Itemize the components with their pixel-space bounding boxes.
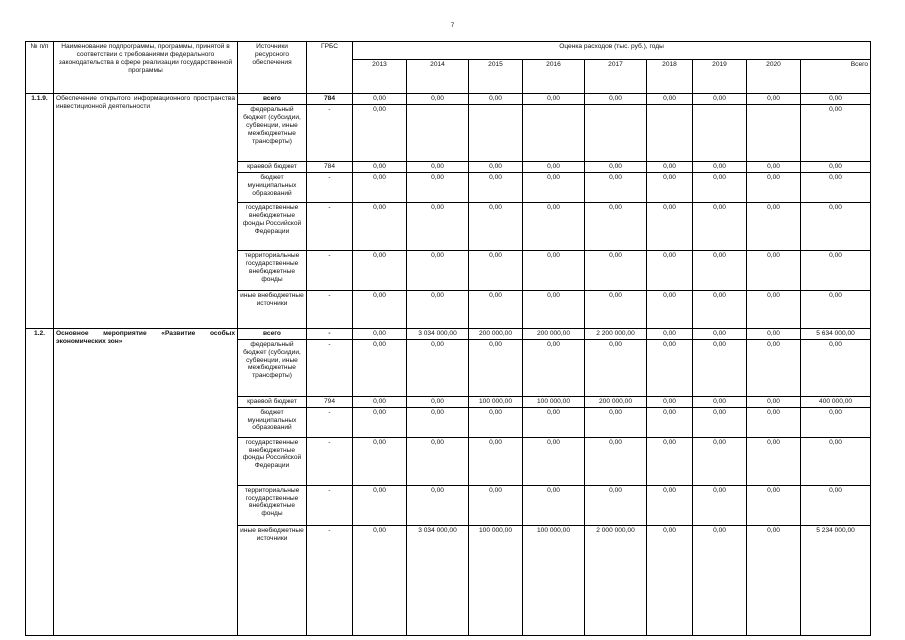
year-value: 0,00 bbox=[523, 250, 585, 290]
year-value: 0,00 bbox=[585, 250, 647, 290]
year-value: 200 000,00 bbox=[585, 396, 647, 407]
year-value: 0,00 bbox=[693, 172, 747, 202]
year-value: 100 000,00 bbox=[523, 396, 585, 407]
year-value: 0,00 bbox=[647, 407, 693, 437]
year-value: 2 200 000,00 bbox=[585, 328, 647, 339]
year-value: 0,00 bbox=[647, 94, 693, 105]
year-value: 0,00 bbox=[523, 339, 585, 396]
grbs-code: - bbox=[307, 339, 353, 396]
year-value: 0,00 bbox=[647, 525, 693, 635]
header-year: 2015 bbox=[469, 60, 523, 94]
year-value: 0,00 bbox=[585, 407, 647, 437]
year-value: 0,00 bbox=[523, 290, 585, 328]
total-value: 400 000,00 bbox=[801, 396, 871, 407]
year-value: 0,00 bbox=[585, 202, 647, 250]
header-total: Всего bbox=[801, 60, 871, 94]
year-value: 0,00 bbox=[585, 172, 647, 202]
year-value bbox=[647, 104, 693, 161]
year-value: 0,00 bbox=[747, 161, 801, 172]
year-value: 0,00 bbox=[747, 407, 801, 437]
funding-source: федеральный бюджет (субсидии, субвенции, иные межбюджетные трансферты) bbox=[238, 339, 307, 396]
grbs-code: 794 bbox=[307, 396, 353, 407]
year-value: 0,00 bbox=[747, 172, 801, 202]
year-value: 0,00 bbox=[469, 94, 523, 105]
year-value: 0,00 bbox=[747, 94, 801, 105]
year-value: 0,00 bbox=[647, 396, 693, 407]
year-value: 0,00 bbox=[353, 525, 407, 635]
year-value: 0,00 bbox=[523, 161, 585, 172]
header-year: 2020 bbox=[747, 60, 801, 94]
total-value: 0,00 bbox=[801, 250, 871, 290]
header-grbs: ГРБС bbox=[307, 42, 353, 94]
year-value: 0,00 bbox=[407, 202, 469, 250]
program-name: Обеспечение открытого информационного пространства инвестиционной деятельности bbox=[54, 94, 238, 329]
year-value: 100 000,00 bbox=[523, 525, 585, 635]
year-value: 0,00 bbox=[747, 290, 801, 328]
total-value: 0,00 bbox=[801, 339, 871, 396]
funding-source: краевой бюджет bbox=[238, 396, 307, 407]
year-value bbox=[407, 104, 469, 161]
year-value: 0,00 bbox=[585, 290, 647, 328]
budget-table bbox=[25, 41, 871, 636]
year-value: 0,00 bbox=[407, 437, 469, 485]
year-value: 0,00 bbox=[585, 161, 647, 172]
year-value: 0,00 bbox=[353, 104, 407, 161]
row-number: 1.2. bbox=[26, 328, 54, 635]
year-value: 0,00 bbox=[585, 94, 647, 105]
year-value: 0,00 bbox=[693, 339, 747, 396]
year-value: 0,00 bbox=[353, 328, 407, 339]
page-number: 7 bbox=[450, 23, 455, 29]
total-value: 0,00 bbox=[801, 172, 871, 202]
year-value: 0,00 bbox=[647, 437, 693, 485]
year-value: 0,00 bbox=[353, 94, 407, 105]
grbs-code: - bbox=[307, 202, 353, 250]
header-year: 2019 bbox=[693, 60, 747, 94]
year-value: 0,00 bbox=[469, 339, 523, 396]
grbs-code: - bbox=[307, 407, 353, 437]
year-value bbox=[693, 104, 747, 161]
year-value: 100 000,00 bbox=[469, 396, 523, 407]
grbs-code: - bbox=[307, 328, 353, 339]
total-value: 0,00 bbox=[801, 94, 871, 105]
header-estimate: Оценка расходов (тыс. руб.), годы bbox=[353, 42, 871, 60]
funding-source: всего bbox=[238, 328, 307, 339]
year-value: 0,00 bbox=[469, 290, 523, 328]
year-value: 0,00 bbox=[353, 290, 407, 328]
year-value: 0,00 bbox=[407, 407, 469, 437]
funding-source: федеральный бюджет (субсидии, субвенции, иные межбюджетные трансферты) bbox=[238, 104, 307, 161]
year-value: 0,00 bbox=[407, 485, 469, 525]
year-value: 0,00 bbox=[647, 202, 693, 250]
year-value: 0,00 bbox=[747, 339, 801, 396]
year-value: 0,00 bbox=[353, 250, 407, 290]
year-value: 0,00 bbox=[353, 339, 407, 396]
grbs-code: - bbox=[307, 525, 353, 635]
year-value: 0,00 bbox=[747, 396, 801, 407]
funding-source: иные внебюджетные источники bbox=[238, 290, 307, 328]
header-num: № п/п bbox=[26, 42, 54, 94]
year-value: 0,00 bbox=[469, 161, 523, 172]
year-value: 200 000,00 bbox=[469, 328, 523, 339]
year-value: 0,00 bbox=[469, 437, 523, 485]
header-source: Источники ресурсного обеспечения bbox=[238, 42, 307, 94]
row-number: 1.1.9. bbox=[26, 94, 54, 329]
grbs-code: - bbox=[307, 485, 353, 525]
year-value: 0,00 bbox=[353, 437, 407, 485]
year-value: 0,00 bbox=[407, 161, 469, 172]
grbs-code: - bbox=[307, 104, 353, 161]
year-value: 0,00 bbox=[353, 407, 407, 437]
total-value: 0,00 bbox=[801, 437, 871, 485]
year-value: 0,00 bbox=[747, 202, 801, 250]
year-value: 0,00 bbox=[353, 485, 407, 525]
total-value: 0,00 bbox=[801, 202, 871, 250]
year-value: 0,00 bbox=[585, 485, 647, 525]
year-value: 0,00 bbox=[523, 172, 585, 202]
year-value: 0,00 bbox=[747, 328, 801, 339]
year-value: 0,00 bbox=[353, 396, 407, 407]
year-value: 0,00 bbox=[469, 202, 523, 250]
year-value bbox=[585, 104, 647, 161]
year-value: 0,00 bbox=[469, 407, 523, 437]
year-value: 100 000,00 bbox=[469, 525, 523, 635]
total-value: 0,00 bbox=[801, 290, 871, 328]
year-value: 0,00 bbox=[647, 339, 693, 396]
table-row bbox=[26, 94, 871, 105]
year-value: 0,00 bbox=[693, 485, 747, 525]
year-value: 2 000 000,00 bbox=[585, 525, 647, 635]
year-value: 0,00 bbox=[647, 485, 693, 525]
funding-source: иные внебюджетные источники bbox=[238, 525, 307, 635]
funding-source: бюджет муниципальных образований bbox=[238, 172, 307, 202]
year-value: 0,00 bbox=[747, 525, 801, 635]
total-value: 5 634 000,00 bbox=[801, 328, 871, 339]
year-value: 0,00 bbox=[693, 396, 747, 407]
funding-source: территориальные государственные внебюджетные фонды bbox=[238, 485, 307, 525]
grbs-code: - bbox=[307, 172, 353, 202]
year-value bbox=[523, 104, 585, 161]
year-value bbox=[469, 104, 523, 161]
year-value: 3 034 000,00 bbox=[407, 525, 469, 635]
year-value: 0,00 bbox=[647, 161, 693, 172]
year-value: 0,00 bbox=[353, 202, 407, 250]
year-value: 0,00 bbox=[647, 290, 693, 328]
year-value: 0,00 bbox=[693, 525, 747, 635]
year-value: 0,00 bbox=[747, 437, 801, 485]
table-row bbox=[26, 328, 871, 339]
year-value: 3 034 000,00 bbox=[407, 328, 469, 339]
funding-source: краевой бюджет bbox=[238, 161, 307, 172]
year-value: 0,00 bbox=[693, 437, 747, 485]
year-value: 0,00 bbox=[693, 290, 747, 328]
total-value: 0,00 bbox=[801, 407, 871, 437]
year-value: 0,00 bbox=[407, 94, 469, 105]
year-value: 0,00 bbox=[647, 250, 693, 290]
funding-source: бюджет муниципальных образований bbox=[238, 407, 307, 437]
year-value: 0,00 bbox=[693, 202, 747, 250]
year-value: 0,00 bbox=[747, 250, 801, 290]
year-value: 200 000,00 bbox=[523, 328, 585, 339]
year-value: 0,00 bbox=[469, 250, 523, 290]
header-year: 2017 bbox=[585, 60, 647, 94]
header-name: Наименование подпрограммы, программы, принятой в соответствии с требованиями федерального законодательства в сфере реализации государственной программы bbox=[54, 42, 238, 94]
funding-source: территориальные государственные внебюджетные фонды bbox=[238, 250, 307, 290]
year-value bbox=[747, 104, 801, 161]
year-value: 0,00 bbox=[693, 250, 747, 290]
grbs-code: 784 bbox=[307, 161, 353, 172]
year-value: 0,00 bbox=[407, 290, 469, 328]
header-year: 2013 bbox=[353, 60, 407, 94]
year-value: 0,00 bbox=[523, 94, 585, 105]
year-value: 0,00 bbox=[585, 437, 647, 485]
year-value: 0,00 bbox=[647, 172, 693, 202]
header-year: 2014 bbox=[407, 60, 469, 94]
funding-source: государственные внебюджетные фонды Российской Федерации bbox=[238, 202, 307, 250]
year-value: 0,00 bbox=[693, 161, 747, 172]
year-value: 0,00 bbox=[407, 172, 469, 202]
year-value: 0,00 bbox=[353, 161, 407, 172]
year-value: 0,00 bbox=[407, 339, 469, 396]
year-value: 0,00 bbox=[469, 485, 523, 525]
year-value: 0,00 bbox=[693, 94, 747, 105]
year-value: 0,00 bbox=[693, 328, 747, 339]
header-year: 2018 bbox=[647, 60, 693, 94]
year-value: 0,00 bbox=[647, 328, 693, 339]
year-value: 0,00 bbox=[585, 339, 647, 396]
grbs-code: - bbox=[307, 437, 353, 485]
year-value: 0,00 bbox=[523, 437, 585, 485]
grbs-code: - bbox=[307, 290, 353, 328]
year-value: 0,00 bbox=[523, 485, 585, 525]
year-value: 0,00 bbox=[407, 396, 469, 407]
year-value: 0,00 bbox=[407, 250, 469, 290]
grbs-code: - bbox=[307, 250, 353, 290]
year-value: 0,00 bbox=[523, 407, 585, 437]
total-value: 0,00 bbox=[801, 104, 871, 161]
total-value: 5 234 000,00 bbox=[801, 525, 871, 635]
total-value: 0,00 bbox=[801, 485, 871, 525]
funding-source: государственные внебюджетные фонды Российской Федерации bbox=[238, 437, 307, 485]
grbs-code: 784 bbox=[307, 94, 353, 105]
year-value: 0,00 bbox=[747, 485, 801, 525]
year-value: 0,00 bbox=[353, 172, 407, 202]
year-value: 0,00 bbox=[693, 407, 747, 437]
program-name: Основное мероприятие «Развитие особых экономических зон» bbox=[54, 328, 238, 635]
header-year: 2016 bbox=[523, 60, 585, 94]
year-value: 0,00 bbox=[469, 172, 523, 202]
total-value: 0,00 bbox=[801, 161, 871, 172]
funding-source: всего bbox=[238, 94, 307, 105]
year-value: 0,00 bbox=[523, 202, 585, 250]
